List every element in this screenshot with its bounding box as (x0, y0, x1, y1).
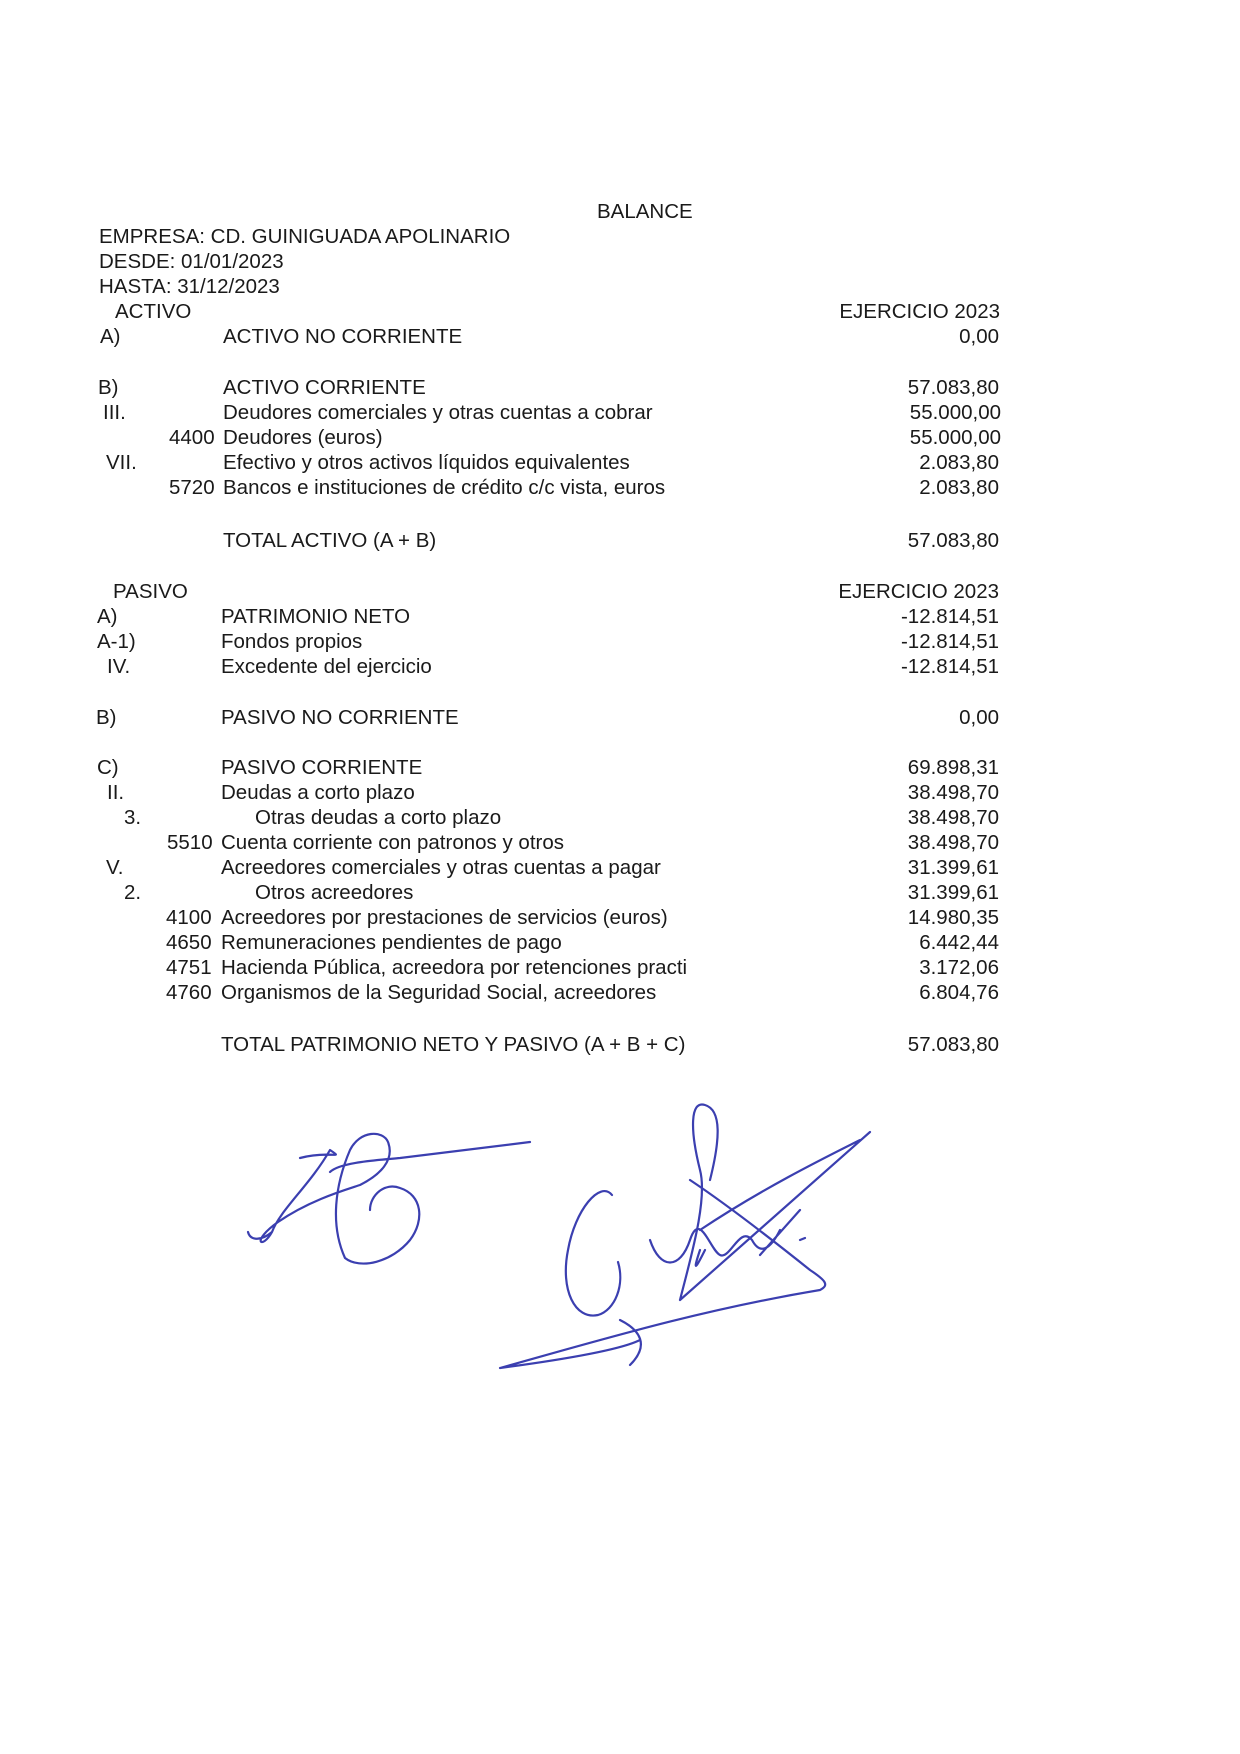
row-label: Otras deudas a corto plazo (255, 806, 502, 829)
row-value: 0,00 (959, 706, 999, 729)
page-title: BALANCE (597, 200, 693, 223)
row-label: TOTAL ACTIVO (A + B) (223, 529, 437, 552)
row-label: PASIVO CORRIENTE (221, 756, 423, 779)
row-label: Acreedores comerciales y otras cuentas a pagar (221, 856, 661, 879)
row-value: 0,00 (959, 325, 999, 348)
row-label: PASIVO NO CORRIENTE (221, 706, 459, 729)
row-value: 38.498,70 (907, 781, 999, 804)
row-code: 4751 (166, 956, 212, 979)
row-code: III. (103, 401, 126, 424)
row-value: 38.498,70 (907, 831, 999, 854)
row-label: Deudores (euros) (223, 426, 383, 449)
row-label: TOTAL PATRIMONIO NETO Y PASIVO (A + B + C) (221, 1033, 686, 1056)
row-value: 6.442,44 (919, 931, 999, 954)
date-from: DESDE: 01/01/2023 (99, 250, 284, 273)
row-value: 57.083,80 (907, 1033, 999, 1056)
row-value: 2.083,80 (919, 451, 999, 474)
row-code: C) (97, 756, 119, 779)
row-value: 31.399,61 (907, 881, 999, 904)
row-code: B) (96, 706, 117, 729)
row-code: 4100 (166, 906, 212, 929)
row-label: Excedente del ejercicio (221, 655, 432, 678)
row-value: 55.000,00 (909, 401, 1001, 424)
row-value: -12.814,51 (900, 605, 999, 628)
row-label: Efectivo y otros activos líquidos equivalentes (223, 451, 630, 474)
row-label: Bancos e instituciones de crédito c/c vista, euros (223, 476, 666, 499)
row-value: 3.172,06 (919, 956, 999, 979)
row-code: VII. (106, 451, 137, 474)
signature-left-icon (248, 1134, 530, 1264)
row-code: A-1) (97, 630, 136, 653)
row-value: 6.804,76 (919, 981, 999, 1004)
row-value: 69.898,31 (907, 756, 999, 779)
signature-right-icon (500, 1104, 870, 1368)
row-value: 14.980,35 (907, 906, 999, 929)
row-label: Deudores comerciales y otras cuentas a cobrar (223, 401, 653, 424)
row-value: 2.083,80 (919, 476, 999, 499)
row-label: Cuenta corriente con patronos y otros (221, 831, 564, 854)
row-code: 5720 (169, 476, 215, 499)
row-code: II. (107, 781, 125, 804)
row-value: -12.814,51 (900, 655, 999, 678)
date-to: HASTA: 31/12/2023 (99, 275, 280, 298)
row-code: 4400 (169, 426, 215, 449)
row-value: 55.000,00 (909, 426, 1001, 449)
row-code: B) (98, 376, 119, 399)
company-name: EMPRESA: CD. GUINIGUADA APOLINARIO (99, 225, 511, 248)
row-value: 31.399,61 (907, 856, 999, 879)
row-label: Deudas a corto plazo (221, 781, 415, 804)
row-code: 4650 (166, 931, 212, 954)
row-value: -12.814,51 (900, 630, 999, 653)
row-code: IV. (107, 655, 131, 678)
row-code: A) (100, 325, 121, 348)
row-label: ACTIVO NO CORRIENTE (223, 325, 463, 348)
row-label: Otros acreedores (255, 881, 414, 904)
activo-column-header: EJERCICIO 2023 (839, 300, 1000, 323)
row-label: Remuneraciones pendientes de pago (221, 931, 562, 954)
row-label: Organismos de la Seguridad Social, acreedores (221, 981, 657, 1004)
row-code: 2. (124, 881, 142, 904)
activo-heading: ACTIVO (115, 300, 192, 323)
pasivo-heading: PASIVO (113, 580, 188, 603)
row-label: Fondos propios (221, 630, 363, 653)
row-code: 3. (124, 806, 142, 829)
row-code: V. (106, 856, 124, 879)
row-label: Acreedores por prestaciones de servicios (euros) (221, 906, 668, 929)
row-label: PATRIMONIO NETO (221, 605, 411, 628)
row-value: 57.083,80 (907, 529, 999, 552)
pasivo-column-header: EJERCICIO 2023 (838, 580, 999, 603)
row-value: 38.498,70 (907, 806, 999, 829)
row-label: Hacienda Pública, acreedora por retenciones practi (221, 956, 688, 979)
row-code: 5510 (167, 831, 213, 854)
row-code: 4760 (166, 981, 212, 1004)
row-label: ACTIVO CORRIENTE (223, 376, 426, 399)
row-value: 57.083,80 (907, 376, 999, 399)
row-code: A) (97, 605, 118, 628)
